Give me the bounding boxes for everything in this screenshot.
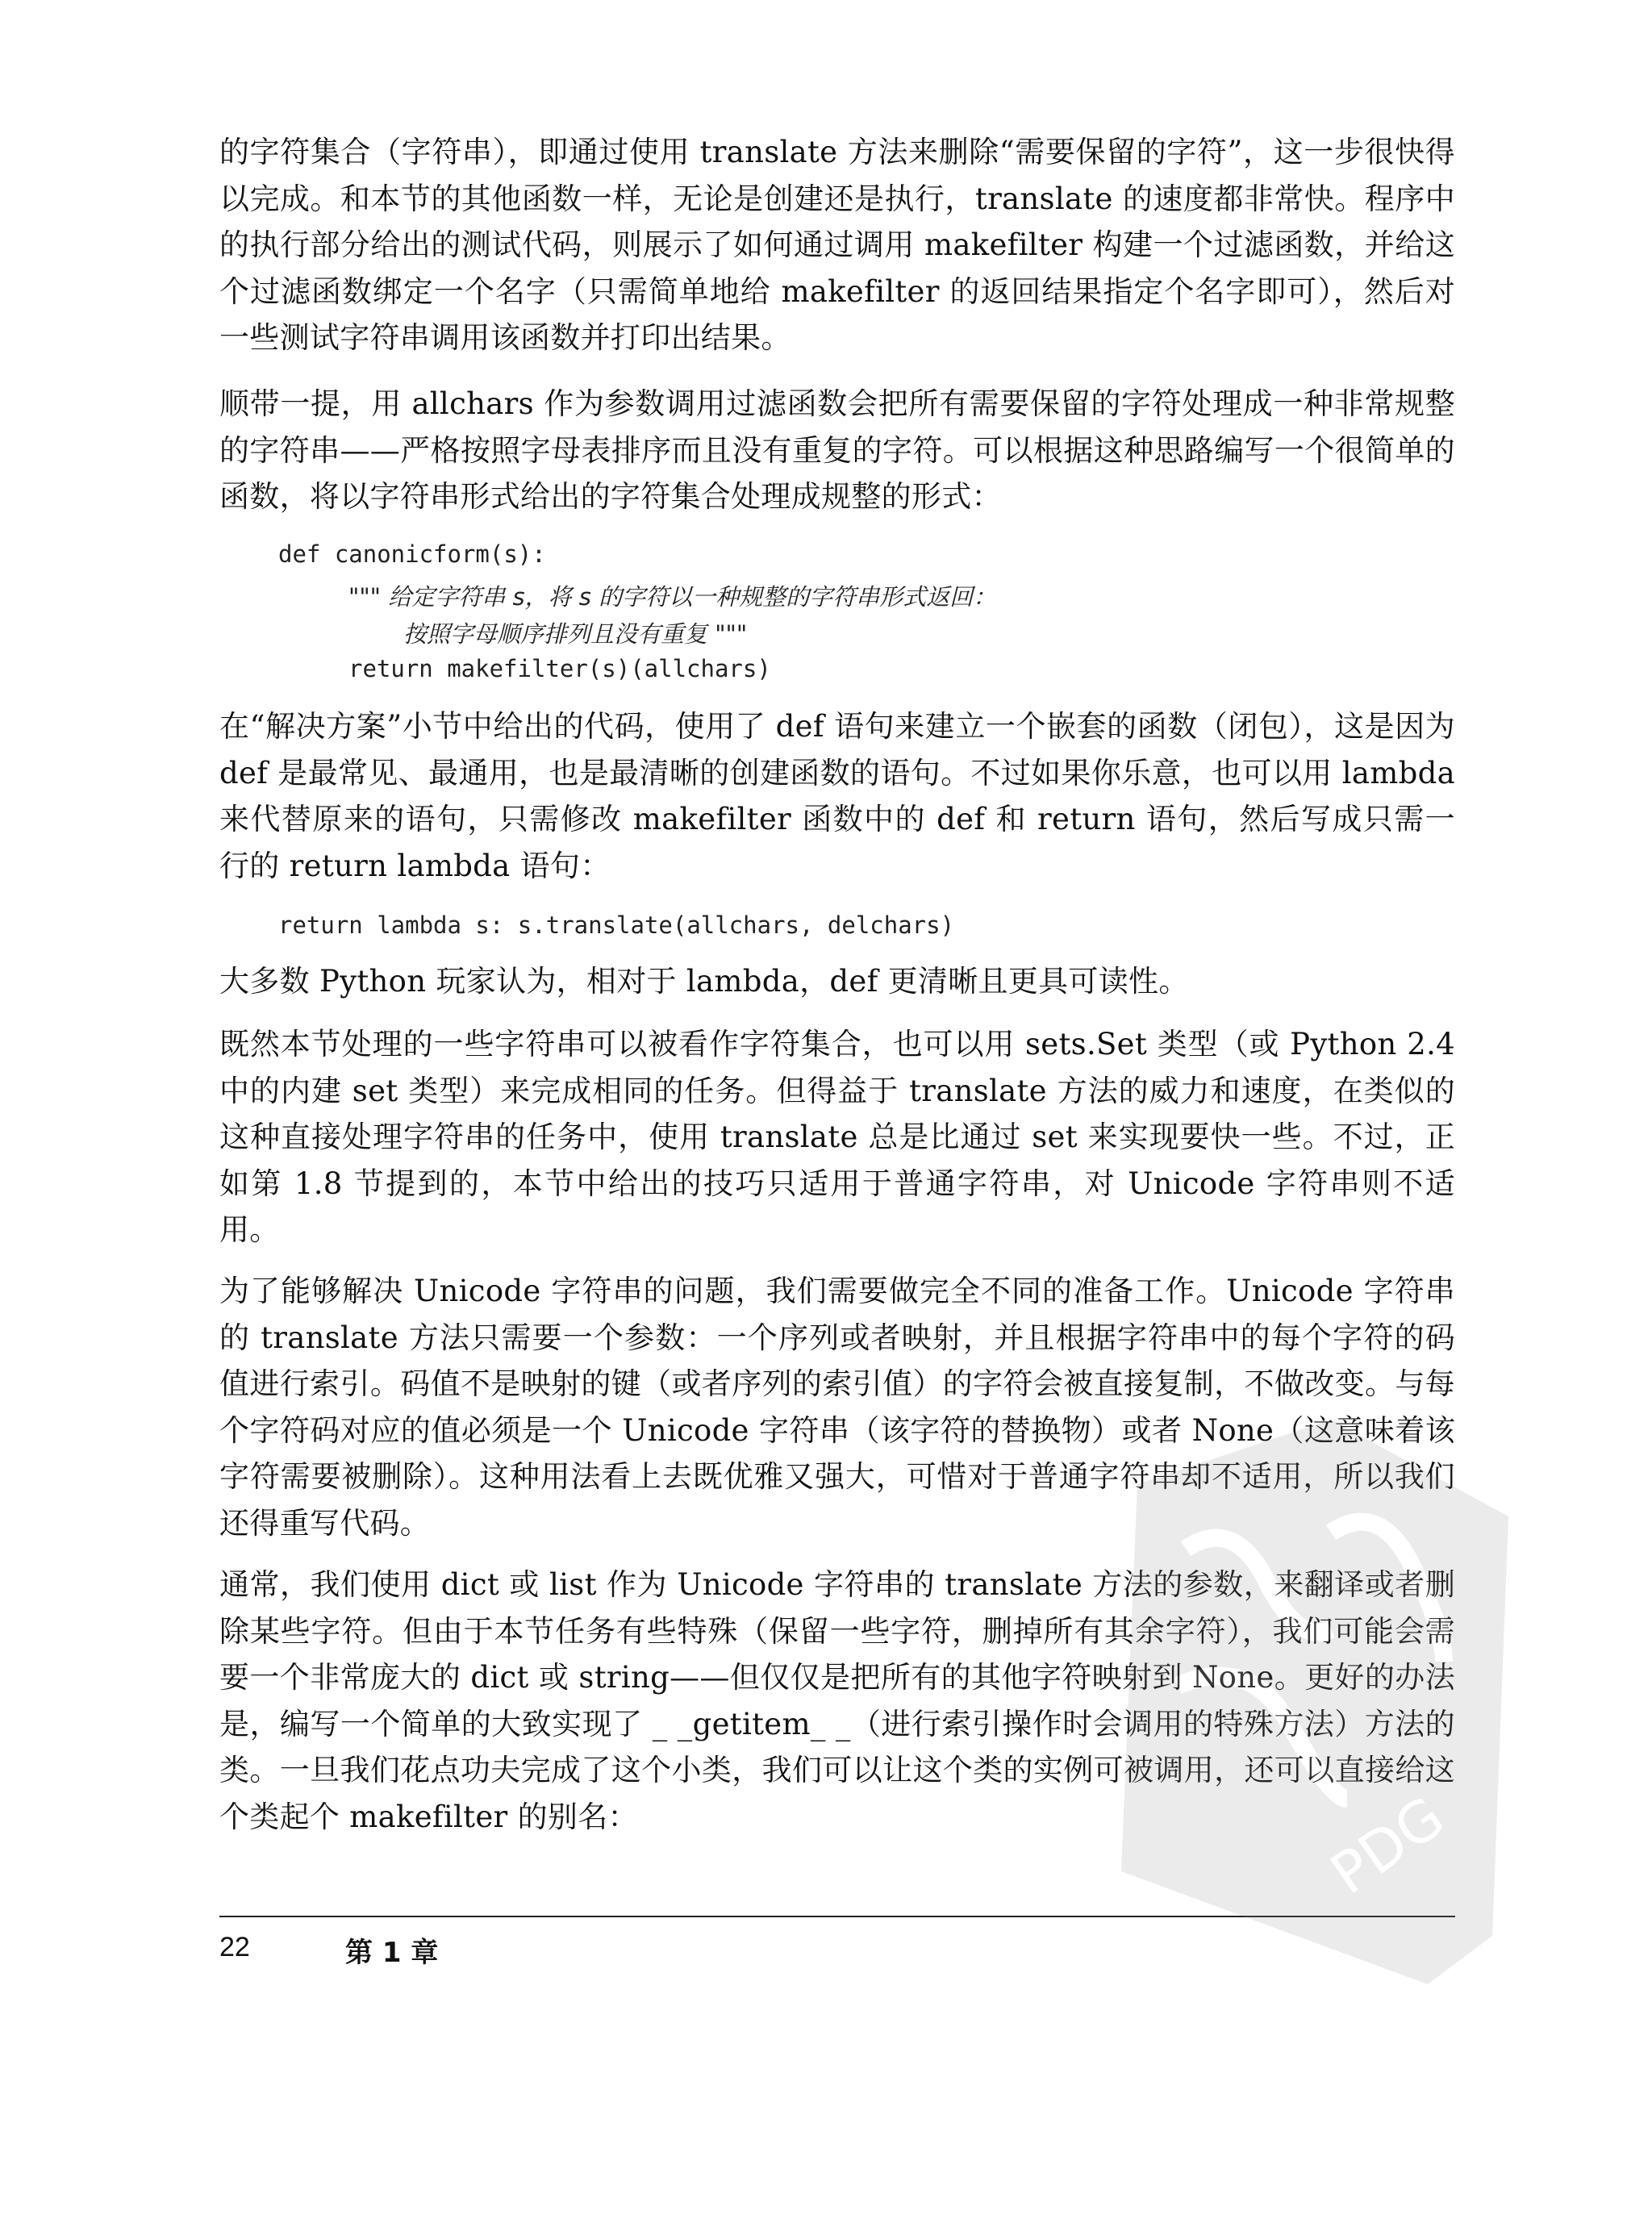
paragraph-5: 既然本节处理的一些字符串可以被看作字符集合，也可以用 sets.Set 类型（或 Python 2.4 中的内建 set 类型）来完成相同的任务。但得益于 translate 方法的威力和速度，在类似的这种直接处理字符串的任务中，使用 translate 总是比通过 set 来实现要快一些。不过，正如第 1.8 节提到的，本节中给出的技巧只适用于普通字符串，对 Unicode 字符串则不适用。 xyxy=(219,1027,1455,1247)
code-block-lambda: return lambda s: s.translate(allchars, delchars) xyxy=(278,911,955,939)
paragraph-3: 在“解决方案”小节中给出的代码，使用了 def 语句来建立一个嵌套的函数（闭包），这是因为 def 是最常见、最通用，也是最清晰的创建函数的语句。不过如果你乐意，也可以用 lambda 来代替原来的语句，只需修改 makefilter 函数中的 def 和 return 语句，然后写成只需一行的 return lambda 语句： xyxy=(219,709,1455,883)
code-line: return makefilter(s)(allchars) xyxy=(348,655,771,682)
code-line: def canonicform(s): xyxy=(278,540,546,568)
paragraph-2: 顺带一提，用 allchars 作为参数调用过滤函数会把所有需要保留的字符处理成一种非常规整的字符串——严格按照字母表排序而且没有重复的字符。可以根据这种思路编写一个很简单的函数，将以字符串形式给出的字符集合处理成规整的形式： xyxy=(219,386,1455,514)
paragraph-6: 为了能够解决 Unicode 字符串的问题，我们需要做完全不同的准备工作。Unicode 字符串的 translate 方法只需要一个参数：一个序列或者映射，并且根据字符串中的每个字符的码值进行索引。码值不是映射的键（或者序列的索引值）的字符会被直接复制，不做改变。与每个字符码对应的值必须是一个 Unicode 字符串（该字符的替换物）或者 None（这意味着该字符需要被删除）。这种用法看上去既优雅又强大，可惜对于普通字符串却不适用，所以我们还得重写代码。 xyxy=(219,1274,1455,1541)
paragraph-4: 大多数 Python 玩家认为，相对于 lambda，def 更清晰且更具可读性。 xyxy=(219,964,1189,999)
paragraph-7: 通常，我们使用 dict 或 list 作为 Unicode 字符串的 translate 方法的参数，来翻译或者删除某些字符。但由于本节任务有些特殊（保留一些字符，删掉所有其余字符），我们可能会需要一个非常庞大的 dict 或 string——但仅仅是把所有的其他字符映射到 None。更好的办法是，编写一个简单的大致实现了 _ _getitem_ _（进行索引操作时会调用的特殊方法）方法的类。一旦我们花点功夫完成了这个小类，我们可以让这个类的实例可被调用，还可以直接给这个类起个 makefilter 的别名： xyxy=(219,1567,1455,1834)
watermark-seal xyxy=(1089,1420,1508,1984)
code-docstring-line: 按照字母顺序排列且没有重复 """ xyxy=(403,620,748,648)
page-number: 22 xyxy=(219,1932,250,1962)
code-docstring-line: """ 给定字符串 s，将 s 的字符以一种规整的字符串形式返回： xyxy=(348,583,997,611)
paragraph-1: 的字符集合（字符串），即通过使用 translate 方法来删除“需要保留的字符”，这一步很快得以完成。和本节的其他函数一样，无论是创建还是执行，translate 的速度都非常快。程序中的执行部分给出的测试代码，则展示了如何通过调用 makefilter 构建一个过滤函数，并给这个过滤函数绑定一个名字（只需简单地给 makefilter 的返回结果指定个名字即可），然后对一些测试字符串调用该函数并打印出结果。 xyxy=(219,135,1455,355)
watermark-text: PDG xyxy=(1319,1783,1457,1908)
chapter-label: 第 1 章 xyxy=(345,1937,439,1969)
